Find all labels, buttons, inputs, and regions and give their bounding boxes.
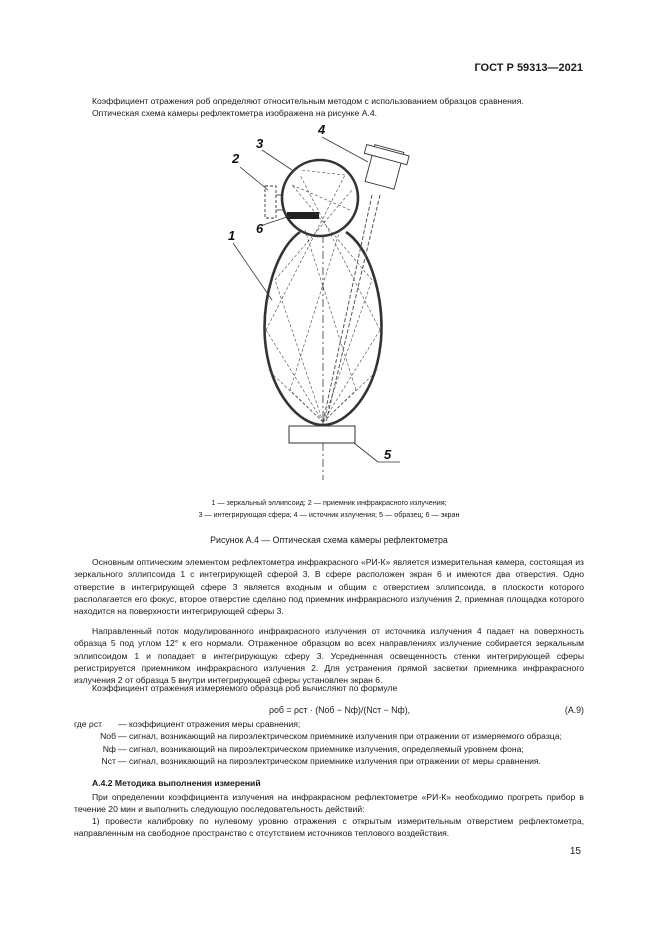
- figure-label-6: 6: [256, 221, 264, 236]
- definition-row: [74, 743, 584, 755]
- standard-header: ГОСТ Р 59313—2021: [474, 62, 583, 74]
- radiation-source: [357, 143, 409, 191]
- body-paragraph-2: Направленный поток модулированного инфракрасного излучения от источника излучения 4 падает на поверхность образца 5 под углом 12° к его нормали. Отраженное образцом во всех направлениях излучение собирается зеркальным эллипсоидом 1 и попадает в интегрирующую сферу 3. Усредненная освещенность стенки интегрирующей сферы регистрируется приемником инфракрасного излучения 2. Для устранения прямой засветки приемника инфракрасного излучения 2 от образца 5 внутри интегрирующей сферы установлен экран 6.: [74, 626, 584, 686]
- intro-line-2: Оптическая схема камеры рефлектометра изображена на рисунке А.4.: [92, 108, 377, 118]
- definition-text: — коэффициент отражения меры сравнения;: [118, 719, 301, 729]
- formula-expression: ρоб = ρст · (Nоб − Nф)/(Nст − Nф),: [269, 705, 411, 715]
- infrared-receiver: [265, 186, 276, 218]
- section-heading: А.4.2 Методика выполнения измерений: [92, 778, 261, 788]
- section-paragraph-1: При определении коэффициента излучения на инфракрасном рефлектометре «РИ-К» необходимо прогреть прибор в течение 20 мин и выполнить следующую последовательность действий:: [74, 792, 584, 815]
- definition-row: [74, 755, 584, 767]
- figure-legend-line-1: 1 — зеркальный эллипсоид; 2 — приемник инфракрасного излучения;: [211, 498, 447, 507]
- screen: [287, 212, 319, 219]
- page-number: 15: [569, 846, 581, 857]
- figure-label-3: 3: [256, 136, 264, 151]
- definition-symbol: где ρст: [74, 719, 103, 729]
- section-paragraph-2: 1) провести калибровку по нулевому уровню отражения с открытым измерительным отверстием рефлектометра, направленным на свободное пространство с отсутствием источников теплового воздействия.: [74, 816, 584, 839]
- figure-legend-line-2: 3 — интегрирующая сфера; 4 — источник излучения; 5 — образец; 6 — экран: [198, 510, 460, 519]
- sample: [289, 426, 355, 443]
- body-paragraph-1: Основным оптическим элементом рефлектометра инфракрасного «РИ-К» является измерительная камера, состоящая из зеркального эллипсоида 1 с интегрирующей сферой 3. В сфере расположен экран 6 и имеются два отверстия. Одно отверстие в интегрирующей сфере 3 является входным и общим с отверстием эллипсоида, в плоскости которого располагается его фокус, второе отверстие сделано под приемник инфракрасного излучения 2, приемная площадка которого находится на поверхности интегрирующей сферы 3.: [74, 557, 584, 617]
- figure-label-2: 2: [232, 151, 240, 166]
- definition-row: [74, 730, 584, 742]
- definition-text: — сигнал, возникающий на пироэлектрическом приемнике излучения при отражении от меры сравнения.: [118, 755, 541, 766]
- definition-text: — сигнал, возникающий на пироэлектрическом приемнике излучения, определяемый уровнем фона;: [118, 743, 524, 754]
- figure-label-5: 5: [384, 447, 392, 462]
- figure-label-4: 4: [318, 122, 326, 137]
- formula-number: (А.9): [564, 705, 584, 715]
- definition-symbol: Nст: [101, 755, 116, 766]
- figure-caption: Рисунок А.4 — Оптическая схема камеры рефлектометра: [210, 535, 448, 545]
- body-paragraph-3: Коэффициент отражения измеряемого образца ρоб вычисляют по формуле: [92, 683, 398, 693]
- integrating-sphere: [282, 160, 358, 236]
- definition-row: [74, 718, 584, 730]
- definition-symbol: Nф: [102, 743, 116, 754]
- figure-label-1: 1: [228, 228, 236, 243]
- definition-symbol: Nоб: [100, 731, 116, 742]
- intro-line-1: Коэффициент отражения ρоб определяют относительным методом с использованием образцов сравнения.: [92, 96, 524, 106]
- definitions-list: [74, 718, 584, 767]
- definition-text: — сигнал, возникающий на пироэлектрическом приемнике излучения при отражении от измеряемого образца;: [118, 731, 562, 742]
